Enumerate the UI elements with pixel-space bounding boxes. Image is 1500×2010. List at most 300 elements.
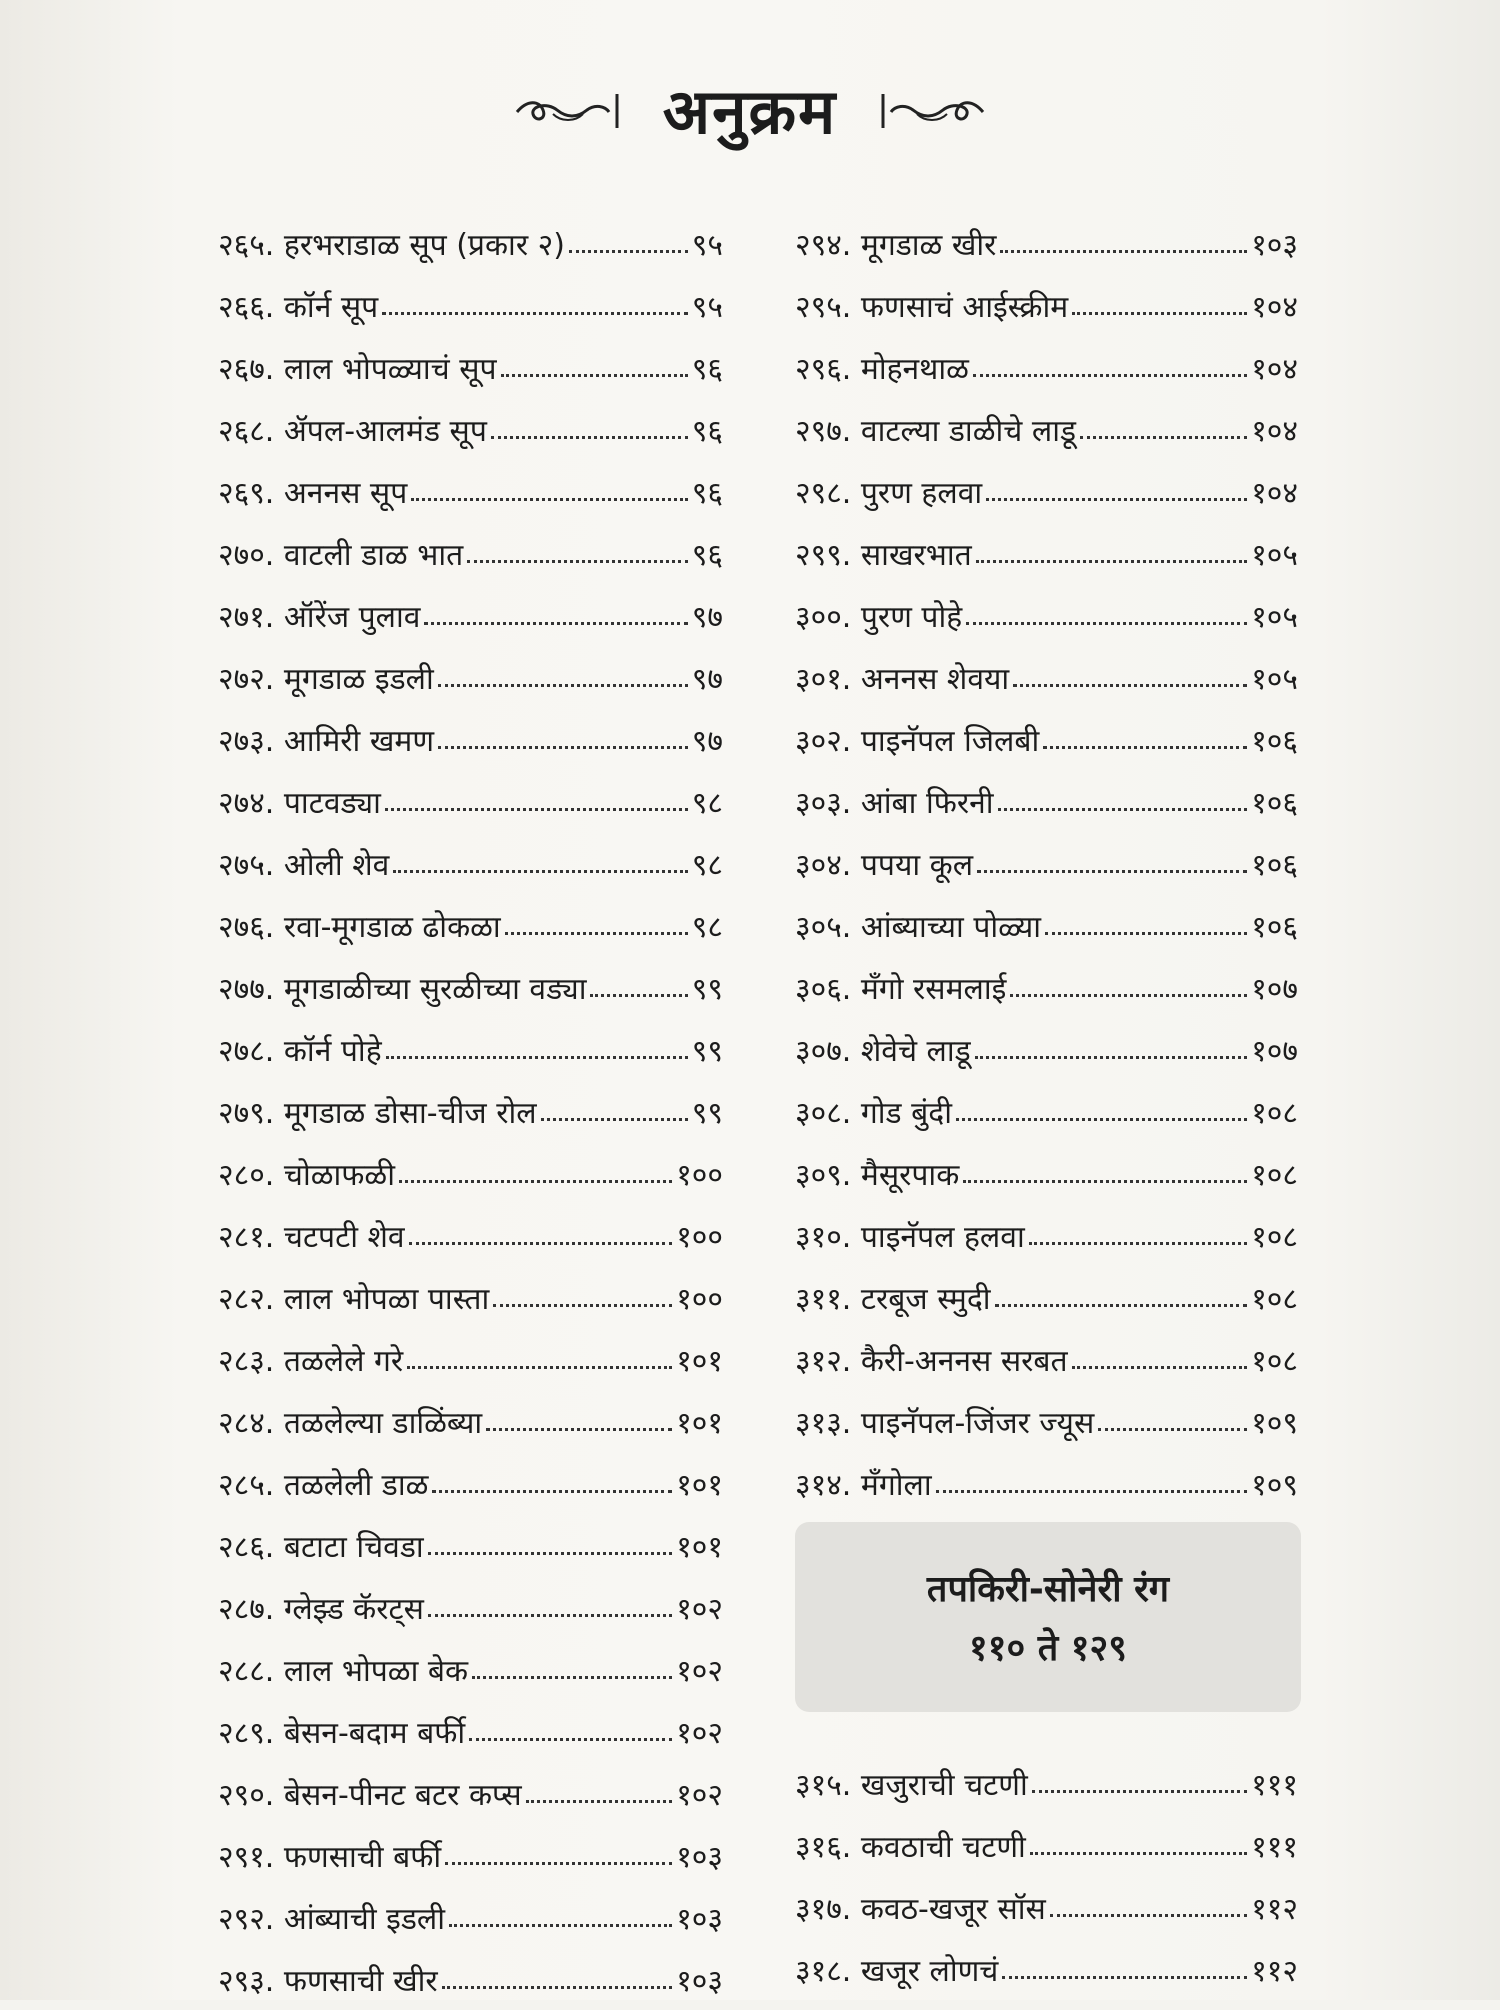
- dot-leader: [1072, 1366, 1248, 1369]
- toc-entry: [795, 460, 1298, 522]
- toc-entry: [218, 770, 723, 832]
- toc-entry-page: १११: [1251, 1767, 1298, 1803]
- toc-entry-number: ३०१.: [795, 661, 852, 697]
- dot-leader: [493, 1304, 672, 1307]
- toc-entry-title: [218, 223, 565, 264]
- toc-entry-name: पाइनॅपल जिलबी: [860, 723, 1040, 759]
- toc-entry-name: लाल भोपळा पास्ता: [283, 1281, 490, 1317]
- toc-entry-number: ३०२.: [795, 723, 852, 759]
- toc-entry-page: ११२: [1251, 1953, 1298, 1989]
- toc-entry-page: ९५: [691, 289, 723, 325]
- toc-entry-number: २६५.: [218, 227, 275, 263]
- toc-entry-number: २९०.: [218, 1777, 275, 1813]
- toc-entry-title: [218, 1463, 428, 1504]
- toc-entry-number: ३१३.: [795, 1405, 852, 1441]
- toc-entry-name: मूगडाळ डोसा-चीज रोल: [283, 1095, 537, 1131]
- toc-entry-page: १०२: [676, 1653, 723, 1689]
- toc-entry: [795, 770, 1298, 832]
- toc-entry-number: २८८.: [218, 1653, 275, 1689]
- toc-entry: [795, 1204, 1298, 1266]
- toc-entry-title: [218, 1215, 405, 1256]
- toc-entry-title: [218, 1773, 522, 1814]
- dot-leader: [399, 1180, 672, 1183]
- toc-entry-title: [795, 1401, 1094, 1442]
- toc-entry-page: ९७: [691, 723, 723, 759]
- toc-entry-name: पाटवड्या: [283, 785, 381, 821]
- toc-entry-number: २९९.: [795, 537, 852, 573]
- dot-leader: [411, 498, 688, 501]
- toc-entry-number: २८६.: [218, 1529, 275, 1565]
- dot-leader: [409, 1242, 673, 1245]
- toc-entry-page: १०६: [1251, 909, 1298, 945]
- toc-entry: [218, 274, 723, 336]
- page-header: [0, 60, 1500, 160]
- dot-leader: [407, 1366, 672, 1369]
- toc-entry-page: १०४: [1251, 413, 1298, 449]
- toc-entry-name: मूगडाळीच्या सुरळीच्या वड्या: [283, 971, 587, 1007]
- toc-entry-name: पुरण हलवा: [860, 475, 983, 511]
- toc-entry-title: [795, 223, 996, 264]
- toc-entry: [218, 398, 723, 460]
- toc-entry: [795, 832, 1298, 894]
- dot-leader: [1010, 994, 1247, 997]
- toc-entry: [218, 1576, 723, 1638]
- toc-entry: [795, 646, 1298, 708]
- toc-entry-name: मँगो रसमलाई: [860, 971, 1007, 1007]
- dot-leader: [1002, 1976, 1247, 1979]
- toc-entry-title: [218, 905, 501, 946]
- toc-entry-page: १००: [676, 1219, 723, 1255]
- toc-entry-name: ऑरेंज पुलाव: [283, 599, 421, 635]
- toc-entry: [218, 832, 723, 894]
- toc-entry-number: २६८.: [218, 413, 275, 449]
- toc-entry: [218, 584, 723, 646]
- dot-leader: [1000, 250, 1247, 253]
- toc-entry-name: कॉर्न सूप: [283, 289, 379, 325]
- dot-leader: [1072, 312, 1247, 315]
- toc-entry-name: कवठ-खजूर सॉस: [860, 1891, 1046, 1927]
- toc-entry: [218, 1390, 723, 1452]
- dot-leader: [442, 1986, 672, 1989]
- toc-entry-number: ३१४.: [795, 1467, 852, 1503]
- toc-entry-title: [218, 1959, 438, 2000]
- toc-entry-title: [218, 595, 420, 636]
- dot-leader: [1029, 1242, 1247, 1245]
- toc-entry-title: [218, 285, 378, 326]
- toc-entry: [218, 1266, 723, 1328]
- toc-entry-number: २८४.: [218, 1405, 275, 1441]
- toc-entry-title: [218, 471, 407, 512]
- toc-entry-title: [218, 1339, 403, 1380]
- toc-entry-title: [795, 471, 982, 512]
- toc-entry-name: साखरभात: [860, 537, 972, 573]
- toc-entry-page: १०१: [676, 1405, 723, 1441]
- dot-leader: [505, 932, 688, 935]
- toc-entry-name: रवा-मूगडाळ ढोकळा: [283, 909, 501, 945]
- dot-leader: [393, 870, 687, 873]
- section-title: तपकिरी-सोनेरी रंग: [926, 1569, 1170, 1610]
- dot-leader: [472, 1676, 672, 1679]
- dot-leader: [424, 622, 687, 625]
- toc-entry-number: २७०.: [218, 537, 275, 573]
- toc-entry: [218, 460, 723, 522]
- toc-entry-title: [218, 1153, 395, 1194]
- scroll-flourish-icon: [513, 90, 623, 130]
- toc-entry-title: [795, 1153, 959, 1194]
- dot-leader: [966, 622, 1247, 625]
- toc-entry-number: ३०९.: [795, 1157, 852, 1193]
- toc-entry-name: अननस शेवया: [860, 661, 1010, 697]
- dot-leader: [1050, 1914, 1247, 1917]
- toc-entry-title: [218, 967, 586, 1008]
- dot-leader: [382, 312, 688, 315]
- toc-entry-page: १०८: [1251, 1157, 1298, 1193]
- toc-entry-page: १०१: [676, 1529, 723, 1565]
- toc-entry-page: ९५: [691, 227, 723, 263]
- toc-entry-number: २९३.: [218, 1963, 275, 1999]
- toc-entry-name: ॲपल-आलमंड सूप: [283, 413, 487, 449]
- toc-entry: [795, 894, 1298, 956]
- toc-entry-title: [795, 967, 1006, 1008]
- toc-entry-number: ३१०.: [795, 1219, 852, 1255]
- dot-leader: [385, 808, 688, 811]
- toc-entry-number: २७४.: [218, 785, 275, 821]
- toc-entry-name: मैसूरपाक: [860, 1157, 960, 1193]
- dot-leader: [449, 1924, 672, 1927]
- toc-entry: [795, 1266, 1298, 1328]
- toc-entry-title: [218, 347, 497, 388]
- toc-entry: [218, 1762, 723, 1824]
- toc-entry: [218, 1204, 723, 1266]
- toc-entry-name: कॉर्न पोहे: [283, 1033, 382, 1069]
- toc-entry-title: [218, 409, 487, 450]
- toc-entry-page: ९६: [691, 351, 723, 387]
- toc-entry-name: हरभराडाळ सूप (प्रकार २): [283, 227, 565, 263]
- toc-entry-page: १०८: [1251, 1281, 1298, 1317]
- toc-entry: [218, 1142, 723, 1204]
- toc-entry-page: १०४: [1251, 475, 1298, 511]
- dot-leader: [1080, 436, 1247, 439]
- toc-entry-page: १०१: [676, 1467, 723, 1503]
- dot-leader: [1045, 932, 1247, 935]
- toc-entry-page: १००: [676, 1281, 723, 1317]
- toc-entry-page: १०३: [676, 1839, 723, 1875]
- toc-entry: [218, 1824, 723, 1886]
- toc-entry-number: २७२.: [218, 661, 275, 697]
- toc-entry: [795, 584, 1298, 646]
- toc-entry-number: ३१२.: [795, 1343, 852, 1379]
- toc-entry-page: १०४: [1251, 289, 1298, 325]
- toc-entry-title: [795, 719, 1039, 760]
- toc-entry-page: ९९: [691, 971, 723, 1007]
- toc-entry-title: [218, 1029, 382, 1070]
- dot-leader: [438, 746, 688, 749]
- toc-entry-name: तळलेले गरे: [283, 1343, 404, 1379]
- toc-entry-title: [795, 1339, 1068, 1380]
- dot-leader: [467, 560, 688, 563]
- toc-entry-page: १०६: [1251, 847, 1298, 883]
- toc-entry-number: ३००.: [795, 599, 852, 635]
- toc-entry-number: २९६.: [795, 351, 852, 387]
- dot-leader: [590, 994, 687, 997]
- section-page-range: ११० ते १२९: [969, 1628, 1127, 1669]
- dot-leader: [428, 1552, 673, 1555]
- toc-entry-name: शेवेचे लाडू: [860, 1033, 971, 1069]
- toc-entry-page: ९७: [691, 599, 723, 635]
- toc-entry-number: २८२.: [218, 1281, 275, 1317]
- toc-entry-number: २८७.: [218, 1591, 275, 1627]
- toc-entry-name: आमिरी खमण: [283, 723, 435, 759]
- toc-entry-number: २८५.: [218, 1467, 275, 1503]
- dot-leader: [526, 1800, 672, 1803]
- toc-entry-name: वाटल्या डाळीचे लाडू: [860, 413, 1077, 449]
- toc-entry-name: लाल भोपळा बेक: [283, 1653, 469, 1689]
- toc-entry: [218, 522, 723, 584]
- toc-entry-page: ९९: [691, 1033, 723, 1069]
- toc-entry: [795, 1938, 1298, 2000]
- toc-entry-title: [218, 1835, 441, 1876]
- toc-entry-number: ३०५.: [795, 909, 852, 945]
- toc-entry-page: ९८: [691, 785, 723, 821]
- toc-entry-page: ९८: [691, 909, 723, 945]
- toc-entry-number: ३०६.: [795, 971, 852, 1007]
- toc-entry-title: [795, 1029, 971, 1070]
- toc-entry-name: मूगडाळ इडली: [283, 661, 434, 697]
- dot-leader: [975, 1056, 1247, 1059]
- toc-entry-title: [218, 1711, 465, 1752]
- toc-entry: [795, 1876, 1298, 1938]
- toc-entry: [218, 1886, 723, 1948]
- toc-entry-number: २८३.: [218, 1343, 275, 1379]
- dot-leader: [486, 1428, 672, 1431]
- toc-entry-number: ३१८.: [795, 1953, 852, 1989]
- toc-entry-title: [218, 781, 381, 822]
- toc-entry-title: [795, 781, 994, 822]
- toc-entry: [795, 1080, 1298, 1142]
- toc-entry-title: [795, 285, 1068, 326]
- toc-entry-title: [795, 1277, 991, 1318]
- dot-leader: [1030, 1852, 1247, 1855]
- dot-leader: [995, 1304, 1248, 1307]
- toc-entry: [795, 336, 1298, 398]
- toc-entry-page: १०७: [1251, 1033, 1298, 1069]
- toc-entry-name: चोळाफळी: [283, 1157, 395, 1193]
- toc-entry: [218, 646, 723, 708]
- toc-entry: [795, 274, 1298, 336]
- toc-entry-name: फणसाचं आईस्क्रीम: [860, 289, 1069, 325]
- toc-entry-name: पाइनॅपल हलवा: [860, 1219, 1025, 1255]
- toc-entry-page: १०३: [1251, 227, 1298, 263]
- toc-entry-page: १०३: [676, 1901, 723, 1937]
- toc-entry-page: ९६: [691, 537, 723, 573]
- toc-entry-name: आंबा फिरनी: [860, 785, 994, 821]
- toc-entry-name: मूगडाळ खीर: [860, 227, 997, 263]
- toc-entry-number: ३१७.: [795, 1891, 852, 1927]
- toc-entry-number: ३०३.: [795, 785, 852, 821]
- toc-entry-name: ग्लेझ्ड कॅरट्स: [283, 1591, 424, 1627]
- toc-entry-page: १०५: [1251, 661, 1298, 697]
- toc-entry-name: चटपटी शेव: [283, 1219, 405, 1255]
- toc-entry-name: बेसन-पीनट बटर कप्स: [283, 1777, 522, 1813]
- toc-entry: [795, 1752, 1298, 1814]
- dot-leader: [1032, 1790, 1247, 1793]
- toc-entry-title: [795, 843, 973, 884]
- dot-leader: [569, 250, 688, 253]
- toc-entry-name: अननस सूप: [283, 475, 408, 511]
- toc-entry: [218, 894, 723, 956]
- dot-leader: [432, 1490, 672, 1493]
- scroll-flourish-icon: [877, 90, 987, 130]
- toc-entry-page: १०८: [1251, 1219, 1298, 1255]
- toc-entry-number: २९२.: [218, 1901, 275, 1937]
- toc-entry: [795, 708, 1298, 770]
- toc-entry: [795, 1328, 1298, 1390]
- dot-leader: [386, 1056, 688, 1059]
- toc-entry: [218, 336, 723, 398]
- toc-entry: [218, 956, 723, 1018]
- toc-entry-name: वाटली डाळ भात: [283, 537, 464, 573]
- dot-leader: [973, 374, 1247, 377]
- toc-entry-page: १०६: [1251, 785, 1298, 821]
- dot-leader: [541, 1118, 688, 1121]
- toc-entry: [795, 1814, 1298, 1876]
- toc-entry-number: ३११.: [795, 1281, 852, 1317]
- toc-right-column-continued: [795, 1752, 1298, 2000]
- toc-entry-name: फणसाची खीर: [283, 1963, 438, 1999]
- dot-leader: [977, 870, 1247, 873]
- toc-right-column: [795, 212, 1298, 1514]
- toc-entry-title: [795, 1091, 952, 1132]
- toc-entry-name: पुरण पोहे: [860, 599, 963, 635]
- toc-entry-page: ९७: [691, 661, 723, 697]
- dot-leader: [963, 1180, 1247, 1183]
- dot-leader: [445, 1862, 672, 1865]
- toc-entry-name: कवठाची चटणी: [860, 1829, 1026, 1865]
- toc-entry-name: मँगोला: [860, 1467, 932, 1503]
- toc-entry-name: खजूर लोणचं: [860, 1953, 999, 1989]
- toc-entry: [218, 1638, 723, 1700]
- toc-entry-number: २९५.: [795, 289, 852, 325]
- toc-entry-number: २७७.: [218, 971, 275, 1007]
- toc-entry-page: १०९: [1251, 1467, 1298, 1503]
- toc-entry: [795, 1142, 1298, 1204]
- toc-entry-number: २७९.: [218, 1095, 275, 1131]
- toc-entry: [218, 708, 723, 770]
- toc-entry-title: [795, 1463, 932, 1504]
- toc-entry: [218, 1018, 723, 1080]
- toc-entry-number: २६६.: [218, 289, 275, 325]
- toc-entry-page: ९९: [691, 1095, 723, 1131]
- toc-left-column: [218, 212, 723, 2010]
- toc-entry-name: पपया कूल: [860, 847, 974, 883]
- toc-entry-name: बटाटा चिवडा: [283, 1529, 424, 1565]
- toc-entry-number: २७६.: [218, 909, 275, 945]
- toc-entry: [218, 1328, 723, 1390]
- toc-entry: [795, 1390, 1298, 1452]
- toc-entry-name: मोहनथाळ: [860, 351, 969, 387]
- toc-entry-title: [795, 533, 972, 574]
- toc-entry-title: [218, 533, 463, 574]
- toc-entry-number: २६९.: [218, 475, 275, 511]
- toc-entry-page: १०८: [1251, 1095, 1298, 1131]
- toc-entry-number: २८९.: [218, 1715, 275, 1751]
- toc-entry-number: ३१५.: [795, 1767, 852, 1803]
- dot-leader: [1043, 746, 1247, 749]
- toc-entry-title: [795, 409, 1076, 450]
- toc-entry-title: [795, 1825, 1026, 1866]
- toc-entry-name: लाल भोपळ्याचं सूप: [283, 351, 497, 387]
- toc-entry: [795, 522, 1298, 584]
- toc-entry-number: २७५.: [218, 847, 275, 883]
- dot-leader: [1013, 684, 1247, 687]
- toc-entry-number: २९८.: [795, 475, 852, 511]
- toc-entry: [795, 1452, 1298, 1514]
- toc-entry-number: २७१.: [218, 599, 275, 635]
- toc-entry-number: २६७.: [218, 351, 275, 387]
- toc-entry-name: तळलेल्या डाळिंब्या: [283, 1405, 483, 1441]
- toc-entry-title: [218, 1277, 489, 1318]
- toc-entry-page: १०६: [1251, 723, 1298, 759]
- toc-entry-page: १११: [1251, 1829, 1298, 1865]
- toc-entry-number: २९१.: [218, 1839, 275, 1875]
- toc-entry-title: [795, 1763, 1028, 1804]
- toc-entry: [218, 1700, 723, 1762]
- dot-leader: [986, 498, 1247, 501]
- toc-entry-page: १०९: [1251, 1405, 1298, 1441]
- dot-leader: [501, 374, 688, 377]
- page-title: अनुक्रम: [662, 75, 838, 148]
- toc-entry-title: [795, 1887, 1046, 1928]
- toc-entry-name: कैरी-अननस सरबत: [860, 1343, 1068, 1379]
- toc-entry-number: ३०८.: [795, 1095, 852, 1131]
- toc-entry-name: फणसाची बर्फी: [283, 1839, 442, 1875]
- toc-entry-name: आंब्याची इडली: [283, 1901, 446, 1937]
- toc-entry-name: गोड बुंदी: [860, 1095, 952, 1131]
- toc-entry-title: [218, 657, 434, 698]
- toc-entry-page: ९८: [691, 847, 723, 883]
- toc-entry-number: २९४.: [795, 227, 852, 263]
- toc-entry-title: [795, 595, 962, 636]
- toc-entry-title: [795, 1215, 1025, 1256]
- toc-entry-name: तळलेली डाळ: [283, 1467, 429, 1503]
- toc-entry-page: ९६: [691, 413, 723, 449]
- dot-leader: [491, 436, 688, 439]
- toc-entry-title: [218, 843, 389, 884]
- toc-entry-name: खजुराची चटणी: [860, 1767, 1028, 1803]
- toc-entry-title: [795, 905, 1041, 946]
- dot-leader: [998, 808, 1248, 811]
- toc-entry-page: १००: [676, 1157, 723, 1193]
- dot-leader: [956, 1118, 1247, 1121]
- toc-entry-number: ३०७.: [795, 1033, 852, 1069]
- toc-entry-page: १०२: [676, 1777, 723, 1813]
- toc-entry-name: बेसन-बदाम बर्फी: [283, 1715, 466, 1751]
- toc-entry-number: २७३.: [218, 723, 275, 759]
- toc-entry-number: ३१६.: [795, 1829, 852, 1865]
- toc-entry-title: [218, 1525, 424, 1566]
- toc-entry-title: [795, 347, 969, 388]
- toc-entry-title: [218, 1897, 445, 1938]
- toc-entry: [218, 1080, 723, 1142]
- toc-entry-title: [795, 1949, 998, 1990]
- toc-entry-name: पाइनॅपल-जिंजर ज्यूस: [860, 1405, 1095, 1441]
- toc-entry-title: [218, 1649, 468, 1690]
- toc-entry-page: ११२: [1251, 1891, 1298, 1927]
- toc-entry: [218, 1514, 723, 1576]
- toc-entry: [795, 212, 1298, 274]
- toc-entry: [218, 1948, 723, 2010]
- toc-entry-title: [218, 719, 434, 760]
